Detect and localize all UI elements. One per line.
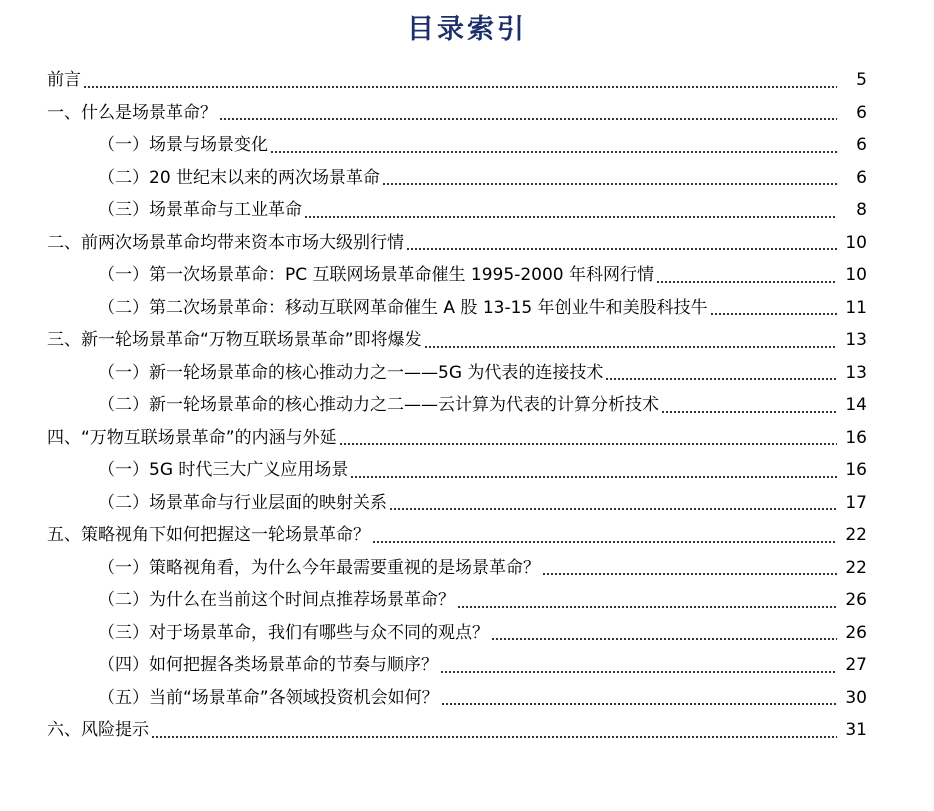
toc-entry-section-2-2[interactable] (0, 292, 934, 325)
toc-entry-section-6[interactable] (0, 714, 934, 747)
toc-entry-section-5-2[interactable] (0, 584, 934, 617)
toc-entry-section-1-1[interactable] (0, 129, 934, 162)
toc-entry-page: 27 (845, 655, 867, 676)
toc-entry-page: 22 (845, 557, 867, 578)
toc-entry-section-2[interactable] (0, 227, 934, 260)
toc-entry-text: （四）如何把握各类场景革命的节奏与顺序？ (98, 655, 438, 676)
toc-entry-text: 一、什么是场景革命？ (47, 102, 217, 123)
dot-leader (270, 146, 837, 154)
toc-entry-section-1-3[interactable] (0, 194, 934, 227)
toc-entry-section-5-3[interactable] (0, 617, 934, 650)
toc-entry-section-5[interactable] (0, 519, 934, 552)
toc-entry-page: 31 (845, 720, 867, 741)
toc-entry-page: 16 (845, 460, 867, 481)
toc-entry-section-1-2[interactable] (0, 162, 934, 195)
toc-entry-section-5-1[interactable] (0, 552, 934, 585)
dot-leader (406, 243, 837, 251)
toc-entry-section-4-1[interactable] (0, 454, 934, 487)
toc-entry-section-4-2[interactable] (0, 487, 934, 520)
dot-leader (372, 536, 837, 544)
toc-entry-preface[interactable] (0, 64, 934, 97)
dot-leader (542, 568, 837, 576)
dot-leader (339, 438, 837, 446)
dot-leader (457, 601, 837, 609)
toc-entry-text: （二）为什么在当前这个时间点推荐场景革命？ (98, 590, 455, 611)
toc-entry-text: （五）当前“场景革命”各领域投资机会如何？ (98, 687, 439, 708)
toc-entry-section-3-1[interactable] (0, 357, 934, 390)
toc-entry-text: 五、策略视角下如何把握这一轮场景革命？ (47, 525, 370, 546)
dot-leader (219, 113, 837, 121)
toc-entry-page: 6 (856, 167, 867, 188)
dot-leader (491, 633, 837, 641)
toc-entry-page: 6 (856, 102, 867, 123)
toc-entry-text: （三）对于场景革命，我们有哪些与众不同的观点？ (98, 622, 489, 643)
toc-entry-page: 13 (845, 330, 867, 351)
dot-leader (440, 666, 837, 674)
toc-entry-text: （一）5G 时代三大广义应用场景 (98, 460, 349, 481)
toc-entry-page: 22 (845, 525, 867, 546)
toc-entry-page: 26 (845, 590, 867, 611)
dot-leader (441, 698, 837, 706)
toc-entry-text: （一）第一次场景革命：PC 互联网场景革命催生 1995-2000 年科网行情 (98, 265, 654, 286)
toc-entry-text: 三、新一轮场景革命“万物互联场景革命”即将爆发 (47, 330, 422, 351)
toc-entry-text: 前言 (47, 70, 81, 91)
dot-leader (382, 178, 837, 186)
toc-entry-page: 6 (856, 135, 867, 156)
toc-entry-page: 11 (845, 297, 867, 318)
toc-entry-page: 13 (845, 362, 867, 383)
toc-entry-page: 14 (845, 395, 867, 416)
toc-entry-page: 26 (845, 622, 867, 643)
toc-entry-section-5-5[interactable] (0, 682, 934, 715)
toc-entry-text: 二、前两次场景革命均带来资本市场大级别行情 (47, 232, 404, 253)
toc-entry-text: （二）场景革命与行业层面的映射关系 (98, 492, 387, 513)
dot-leader (661, 406, 837, 414)
toc-entry-page: 5 (856, 70, 867, 91)
toc-entry-page: 16 (845, 427, 867, 448)
toc-entry-text: （二）新一轮场景革命的核心推动力之二——云计算为代表的计算分析技术 (98, 395, 659, 416)
dot-leader (304, 211, 837, 219)
dot-leader (605, 373, 837, 381)
toc-entry-section-5-4[interactable] (0, 649, 934, 682)
dot-leader (710, 308, 837, 316)
toc-entry-text: （三）场景革命与工业革命 (98, 200, 302, 221)
toc-title: 目录索引 (407, 14, 527, 45)
toc-entry-text: （一）策略视角看，为什么今年最需要重视的是场景革命？ (98, 557, 540, 578)
toc-entry-page: 10 (845, 265, 867, 286)
toc-entry-page: 17 (845, 492, 867, 513)
toc-entry-text: （一）新一轮场景革命的核心推动力之一——5G 为代表的连接技术 (98, 362, 604, 383)
toc-entry-section-3-2[interactable] (0, 389, 934, 422)
dot-leader (350, 471, 837, 479)
toc-entry-page: 30 (845, 687, 867, 708)
toc-entry-section-2-1[interactable] (0, 259, 934, 292)
dot-leader (424, 341, 837, 349)
dot-leader (389, 503, 837, 511)
toc-entry-text: 六、风险提示 (47, 720, 149, 741)
dot-leader (83, 81, 837, 89)
toc-entry-section-4[interactable] (0, 422, 934, 455)
toc-entry-page: 10 (845, 232, 867, 253)
toc-entry-page: 8 (856, 200, 867, 221)
toc-entry-section-3[interactable] (0, 324, 934, 357)
dot-leader (656, 276, 837, 284)
toc-entry-text: （二）20 世纪末以来的两次场景革命 (98, 167, 381, 188)
toc-entry-text: 四、“万物互联场景革命”的内涵与外延 (47, 427, 337, 448)
toc-list (0, 64, 934, 747)
toc-entry-section-1[interactable] (0, 97, 934, 130)
toc-entry-text: （二）第二次场景革命：移动互联网革命催生 A 股 13-15 年创业牛和美股科技牛 (98, 297, 708, 318)
dot-leader (151, 731, 837, 739)
toc-entry-text: （一）场景与场景变化 (98, 135, 268, 156)
